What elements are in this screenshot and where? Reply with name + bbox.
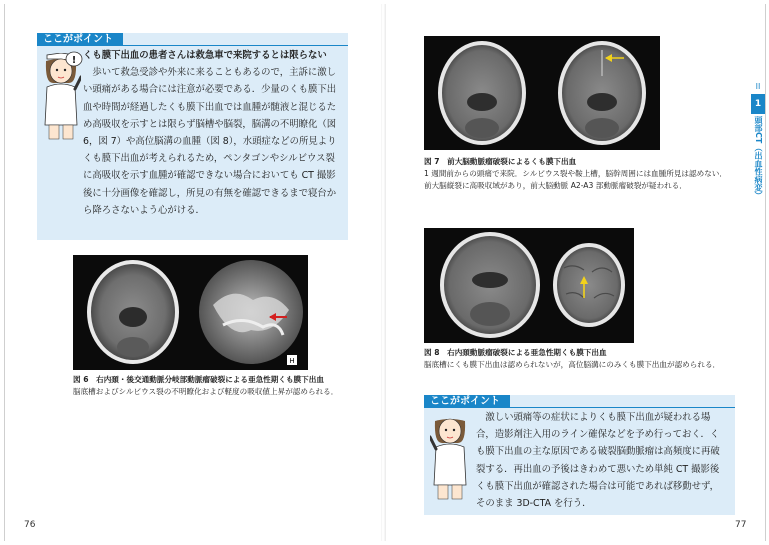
figure-6-caption-title: 図 6 右内頚・後交通動脈分岐部動脈瘤破裂による亜急性期くも膜下出血 [73, 375, 324, 384]
figure-7-caption-line-2: 前大脳縦裂に高吸収域があり，前大脳動脈 A2-A3 部動脈瘤破裂が疑われる． [424, 181, 687, 190]
exclamation-bubble-icon [65, 51, 83, 69]
point-tab-rule-right [424, 407, 735, 408]
point-text-right [476, 409, 728, 512]
point-box-left [37, 33, 348, 240]
figure-6-caption [73, 374, 373, 398]
point-body-right: 激しい頭痛等の症状によりくも膜下出血が疑われる場合，造影剤注入用のライン確保などを予め行っておく．くも膜下出血の主な原因である破裂脳動脈瘤は高頻度に再破裂する．再出血の予後はきわめて悪いため単純 CT 撮影後くも膜下出血が確認された場合は可能であれば移動せず，そのまま 3D-CTA を行う． [476, 412, 720, 510]
figure-6-scans [73, 255, 308, 370]
nurse-illustration-right [430, 413, 470, 503]
point-tab-label-right: ここがポイント [424, 395, 510, 408]
page-number-right: 77 [735, 520, 747, 530]
figure-8-caption-title: 図 8 右内頚動脈瘤破裂による亜急性期くも膜下出血 [424, 348, 607, 357]
section-number-badge: 1 [751, 94, 765, 114]
figure-8-scans [424, 228, 634, 343]
figure-6-caption-body: 脳底槽およびシルビウス裂の不明瞭化および軽度の吸収値上昇が認められる． [73, 387, 339, 396]
point-heading: くも膜下出血の患者さんは救急車で来院するとは限らない [83, 50, 327, 61]
figure-7-caption [424, 156, 744, 192]
figure-7-caption-title: 図 7 前大脳動脈瘤破裂によるくも膜下出血 [424, 157, 577, 166]
point-text-left [83, 47, 339, 219]
figure-7-scans [424, 36, 660, 150]
point-tab-label: ここがポイント [37, 33, 123, 46]
figure-7-image [424, 36, 660, 150]
figure-7-caption-line-1: 1 週間前からの頭痛で来院．シルビウス裂や鞍上槽，脳幹周囲には血腫所見は認めない． [424, 169, 727, 178]
point-tab-rule [37, 45, 348, 46]
svg-text:!: ! [71, 55, 77, 66]
figure-8-image [424, 228, 634, 343]
section-label-vertical: 頭部CT（出血性病変） [754, 116, 763, 200]
figure-8-caption [424, 347, 744, 371]
figure-6-image [73, 255, 308, 370]
point-box-right [424, 395, 735, 515]
page-number-left: 76 [24, 520, 36, 530]
figure-6-inset-marker: H [289, 357, 295, 365]
chapter-side-tab [751, 82, 765, 222]
figure-8-caption-body: 脳底槽にくも膜下出血は認められないが，高位脳溝にのみくも膜下出血が認められる． [424, 360, 721, 369]
chapter-roman-numeral: II [755, 82, 761, 91]
point-body: 歩いて救急受診や外来に来ることもあるので，主訴に激しい頭痛がある場合には注意が必要である．少量のくも膜下出血や時間が経過したくも膜下出血では血腫が髄液と混じるため高吸収を示すとは限らず脳槽や脳裂，脳溝の不明瞭化（図 6，図 7）や高位脳溝の血腫（図 8），水頭症などの所見よりくも膜下出血が考えられるため，ペンタゴンやシルビウス裂に高吸収を示す血腫が確認できない場合においても CT 撮影後に十分画像を確認し，所見の有無を確認できるまで寝台から降ろさないよう心がける． [83, 67, 337, 216]
